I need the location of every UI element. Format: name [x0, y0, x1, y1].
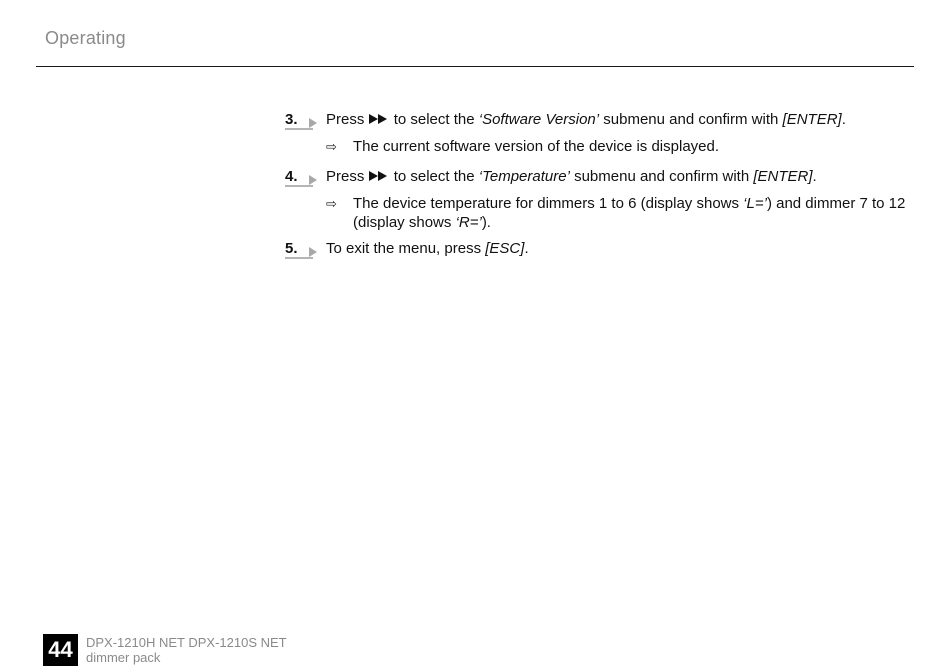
- product-name: [86, 635, 287, 665]
- section-title: Operating: [45, 28, 126, 48]
- result-text: [353, 137, 913, 156]
- step-number: 3.: [285, 111, 298, 128]
- step-text-segment: .: [812, 168, 817, 185]
- step-triangle-icon: [309, 247, 317, 257]
- step-triangle-icon: [309, 175, 317, 185]
- page-number: 44: [43, 634, 78, 666]
- result-arrow-icon: ⇨: [326, 196, 337, 211]
- result-text-segment: The current software version of the device is displayed.: [353, 138, 720, 155]
- result-arrow-icon: ⇨: [326, 139, 337, 154]
- step-instruction: [326, 239, 916, 258]
- step-text-segment: .: [524, 240, 529, 257]
- fast-forward-icon: [369, 171, 388, 182]
- product-type: dimmer pack: [86, 650, 161, 665]
- step-text-segment: to select the: [393, 168, 475, 185]
- step-text-segment: to select the: [393, 111, 475, 128]
- result-text-segment: (display shows: [353, 214, 452, 231]
- result-text: [353, 194, 913, 232]
- step-instruction: [326, 110, 916, 129]
- step-underline: [285, 128, 313, 130]
- step-text-segment: To exit the menu, press: [326, 240, 482, 257]
- result-text-segment: ) and dimmer 7 to 12: [766, 195, 906, 212]
- step-underline: [285, 257, 313, 259]
- display-code: ‘R=’: [455, 214, 482, 231]
- step-triangle-icon: [309, 118, 317, 128]
- step-number-marker: [285, 167, 319, 187]
- step-text-segment: Press: [326, 168, 365, 185]
- step-text-segment: submenu and confirm with: [603, 111, 779, 128]
- step-instruction: [326, 167, 916, 186]
- key-name: [ENTER]: [753, 168, 813, 185]
- step-text-segment: submenu and confirm with: [574, 168, 750, 185]
- step-number: 5.: [285, 240, 298, 257]
- fast-forward-icon: [369, 114, 388, 125]
- step-number-marker: [285, 110, 319, 130]
- key-name: [ESC]: [485, 240, 525, 257]
- step-number: 4.: [285, 168, 298, 185]
- step-text-segment: Press: [326, 111, 365, 128]
- menu-item-name: ‘Software Version’: [478, 111, 600, 128]
- key-name: [ENTER]: [782, 111, 842, 128]
- step-text-segment: .: [841, 111, 846, 128]
- product-model: DPX-1210H NET DPX-1210S NET: [86, 635, 287, 650]
- result-text-segment: The device temperature for dimmers 1 to 6 (display shows: [353, 195, 739, 212]
- step-underline: [285, 185, 313, 187]
- step-number-marker: [285, 239, 319, 259]
- display-code: ‘L=’: [743, 195, 767, 212]
- result-text-segment: ).: [481, 214, 491, 231]
- header-divider: [36, 66, 914, 67]
- menu-item-name: ‘Temperature’: [478, 168, 570, 185]
